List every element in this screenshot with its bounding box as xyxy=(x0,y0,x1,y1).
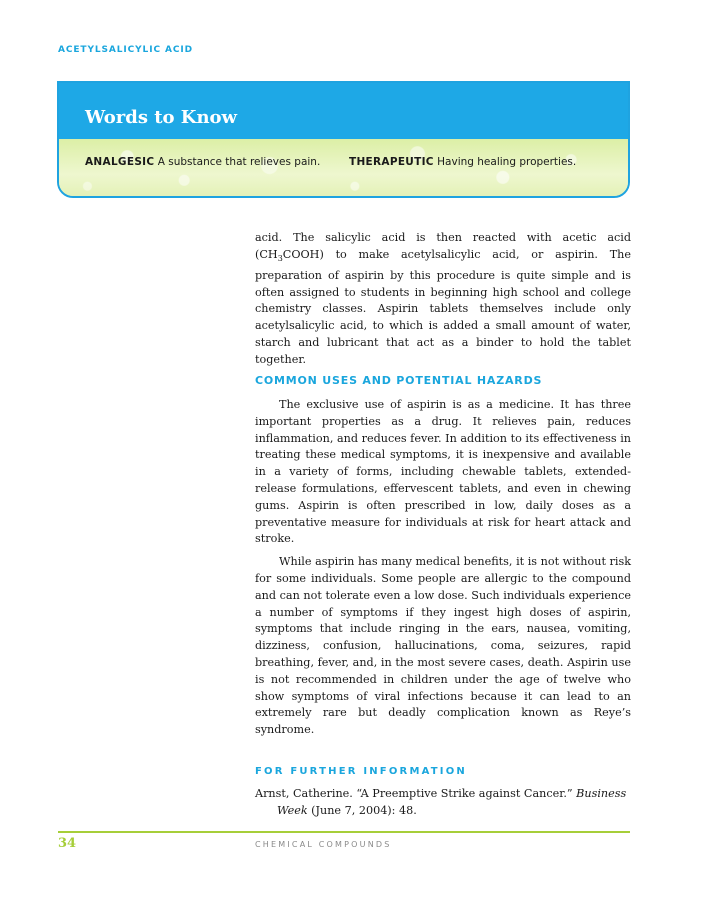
definition-therapeutic: Having healing properties. xyxy=(437,156,577,168)
term-therapeutic: THERAPEUTIC xyxy=(349,156,434,168)
definition-analgesic: A substance that relieves pain. xyxy=(157,156,321,168)
words-to-know-box xyxy=(57,81,630,198)
section-heading-further-information: FOR FURTHER INFORMATION xyxy=(255,766,467,777)
term-analgesic: ANALGESIC xyxy=(85,156,155,168)
page-number: 34 xyxy=(58,836,77,851)
paragraph-hazards: While aspirin has many medical benefits, it is not without risk for some individuals. Some people are allergic to the compound and can not tolerate even a low dose. Such individuals experience a number of symptoms if they ingest high doses of aspirin, symptoms that include ringing in the ears, nausea, vomiting, dizziness, confusion, hallucinations, coma, seizures, rapid breathing, fever, and, in the most severe cases, death. Aspirin use is not recommended in children under the age of twelve who show symptoms of viral infections because it can lead to an extremely rare but deadly complication known as Reye’s syndrome. xyxy=(255,555,631,737)
reference-entry: Arnst, Catherine. “A Preemptive Strike against Cancer.” Business Week (June 7, 2004): 48. xyxy=(255,787,627,817)
words-to-know-header xyxy=(59,83,628,139)
section-heading-common-uses: COMMON USES AND POTENTIAL HAZARDS xyxy=(255,374,543,387)
words-to-know-title: Words to Know xyxy=(85,107,238,128)
running-head: ACETYLSALICYLIC ACID xyxy=(58,45,193,55)
words-to-know-definitions xyxy=(59,139,628,198)
common-uses-body xyxy=(255,397,631,739)
paragraph-uses: The exclusive use of aspirin is as a medicine. It has three important properties as a drug. It relieves pain, reduces inflammation, and reduces fever. In addition to its effectiveness in treating these medical symptoms, it is inexpensive and available in a variety of forms, including chewable tablets, extended-release formulations, effervescent tablets, and even in chewing gums. Aspirin is often prescribed in low, daily doses as a preventative measure for individuals at risk for heart attack and stroke. xyxy=(255,398,631,546)
footer-book-title: CHEMICAL COMPOUNDS xyxy=(255,840,392,849)
formula-subscript: 3 xyxy=(277,254,283,264)
footer-rule xyxy=(58,831,630,833)
intro-paragraph: acid. The salicylic acid is then reacted with acetic acid $(CH_3COOH)$ to make acetylsalicylic acid, or aspirin. The preparation of aspirin by this procedure is quite simple and is often assigned to students in beginning high school and college chemistry classes. Aspirin tablets themselves include only acetylsalicylic acid, to which is added a small amount of water, starch and lubricant that act as a binder to hold the tablet together. xyxy=(255,231,631,366)
